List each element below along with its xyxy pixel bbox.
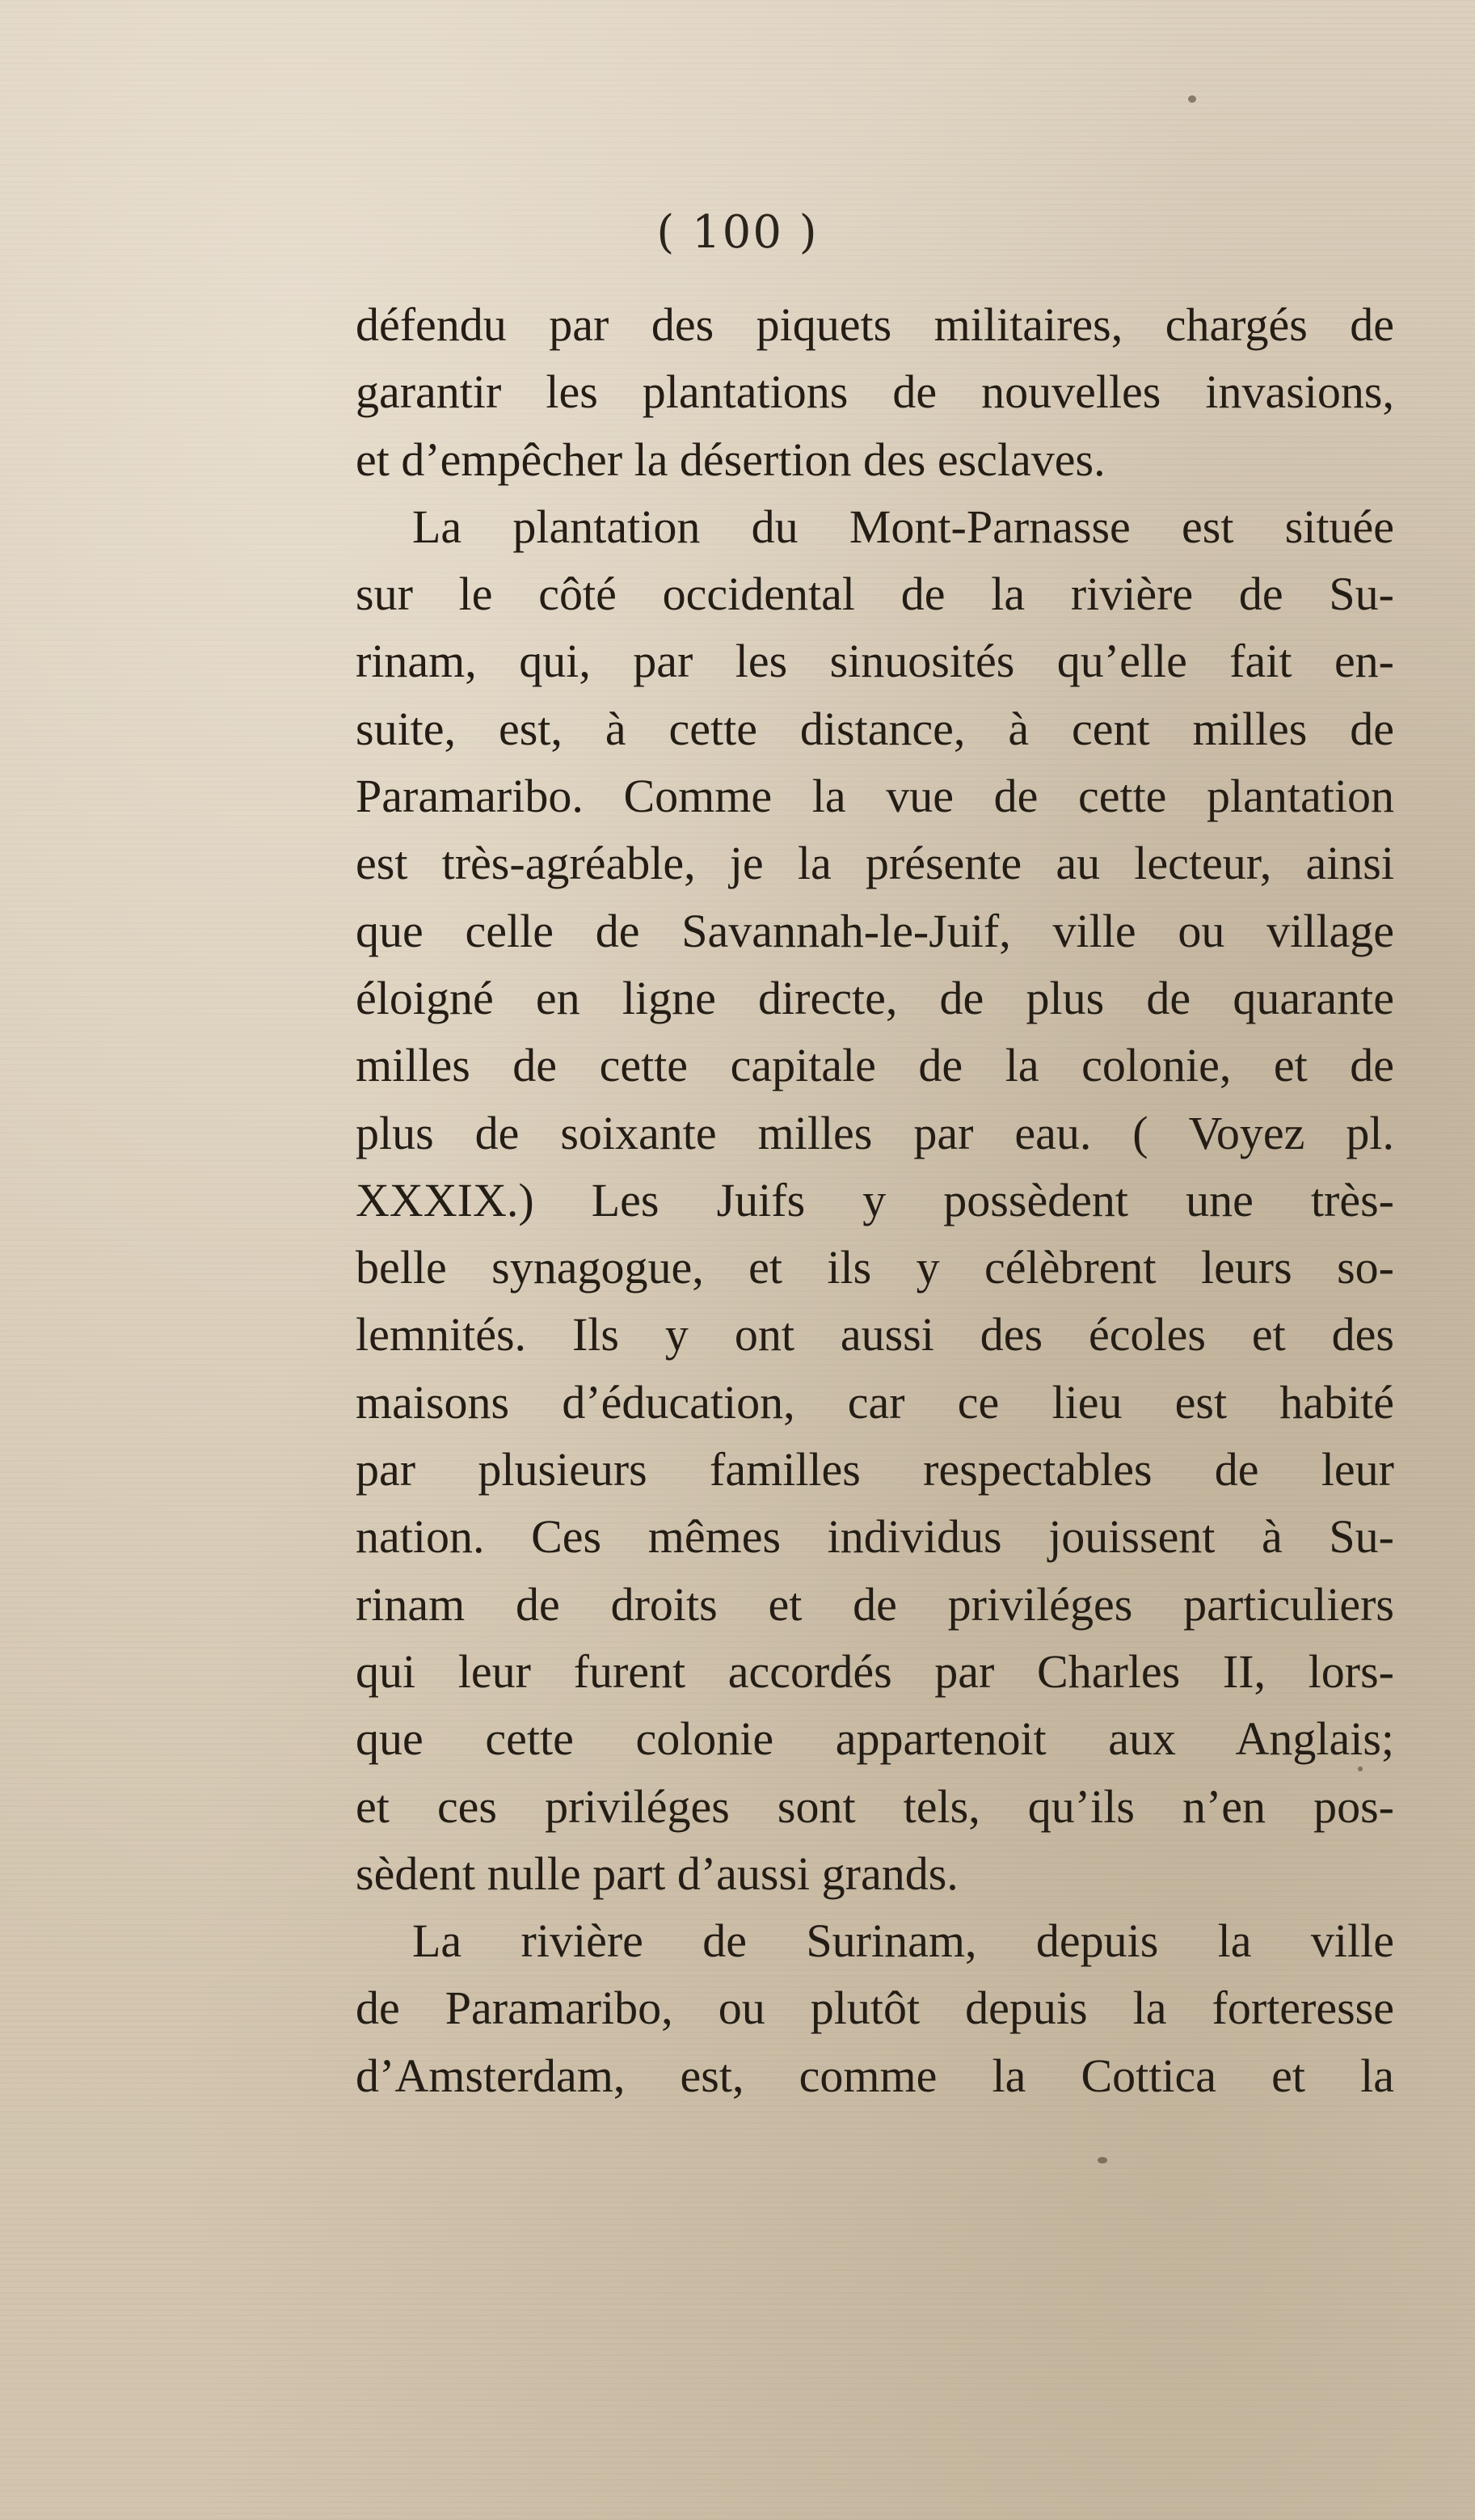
text-line: belle synagogue, et ils y célèbrent leurs so-	[356, 1241, 1394, 1294]
text-line: sèdent nulle part d’aussi grands.	[356, 1847, 959, 1900]
ink-spot	[1188, 95, 1196, 103]
text-line: par plusieurs familles respectables de leur	[356, 1443, 1394, 1496]
text-line: milles de cette capitale de la colonie, et de	[356, 1039, 1394, 1092]
text-line: et ces priviléges sont tels, qu’ils n’en pos-	[356, 1779, 1394, 1833]
text-line: maisons d’éducation, car ce lieu est habité	[356, 1375, 1394, 1429]
text-line: d’Amsterdam, est, comme la Cottica et la	[356, 2049, 1394, 2102]
ink-spot	[1098, 2157, 1107, 2163]
text-line: XXXIX.) Les Juifs y possèdent une très-	[356, 1173, 1394, 1226]
text-line: sur le côté occidental de la rivière de Su-	[356, 568, 1394, 621]
text-line: La plantation du Mont-Parnasse est située	[412, 500, 1394, 553]
text-line: nation. Ces mêmes individus jouissent à Su-	[356, 1510, 1394, 1564]
text-line: Paramaribo. Comme la vue de cette plantation	[356, 770, 1394, 823]
text-line: rinam de droits et de priviléges particuliers	[356, 1577, 1394, 1631]
text-line: et d’empêcher la désertion des esclaves.	[356, 433, 1106, 486]
text-line: qui leur furent accordés par Charles II, lors-	[356, 1644, 1394, 1698]
text-line: éloigné en ligne directe, de plus de quarante	[356, 971, 1394, 1024]
text-line: que cette colonie appartenoit aux Anglais;	[356, 1712, 1394, 1766]
text-line: suite, est, à cette distance, à cent milles de	[356, 702, 1394, 755]
text-line: est très-agréable, je la présente au lecteur, ainsi	[356, 837, 1394, 890]
page-number: ( 100 )	[656, 206, 819, 259]
body-text	[356, 291, 1394, 2109]
text-line: lemnités. Ils y ont aussi des écoles et des	[356, 1308, 1394, 1361]
text-line: rinam, qui, par les sinuosités qu’elle fait en-	[356, 635, 1394, 688]
text-line: défendu par des piquets militaires, chargés de	[356, 298, 1394, 351]
text-line: garantir les plantations de nouvelles invasions,	[356, 365, 1394, 419]
text-line: que celle de Savannah-le-Juif, ville ou village	[356, 904, 1394, 957]
text-line: de Paramaribo, ou plutôt depuis la forteresse	[356, 1982, 1394, 2035]
text-line: La rivière de Surinam, depuis la ville	[412, 1914, 1394, 1968]
text-line: plus de soixante milles par eau. ( Voyez pl.	[356, 1106, 1394, 1159]
